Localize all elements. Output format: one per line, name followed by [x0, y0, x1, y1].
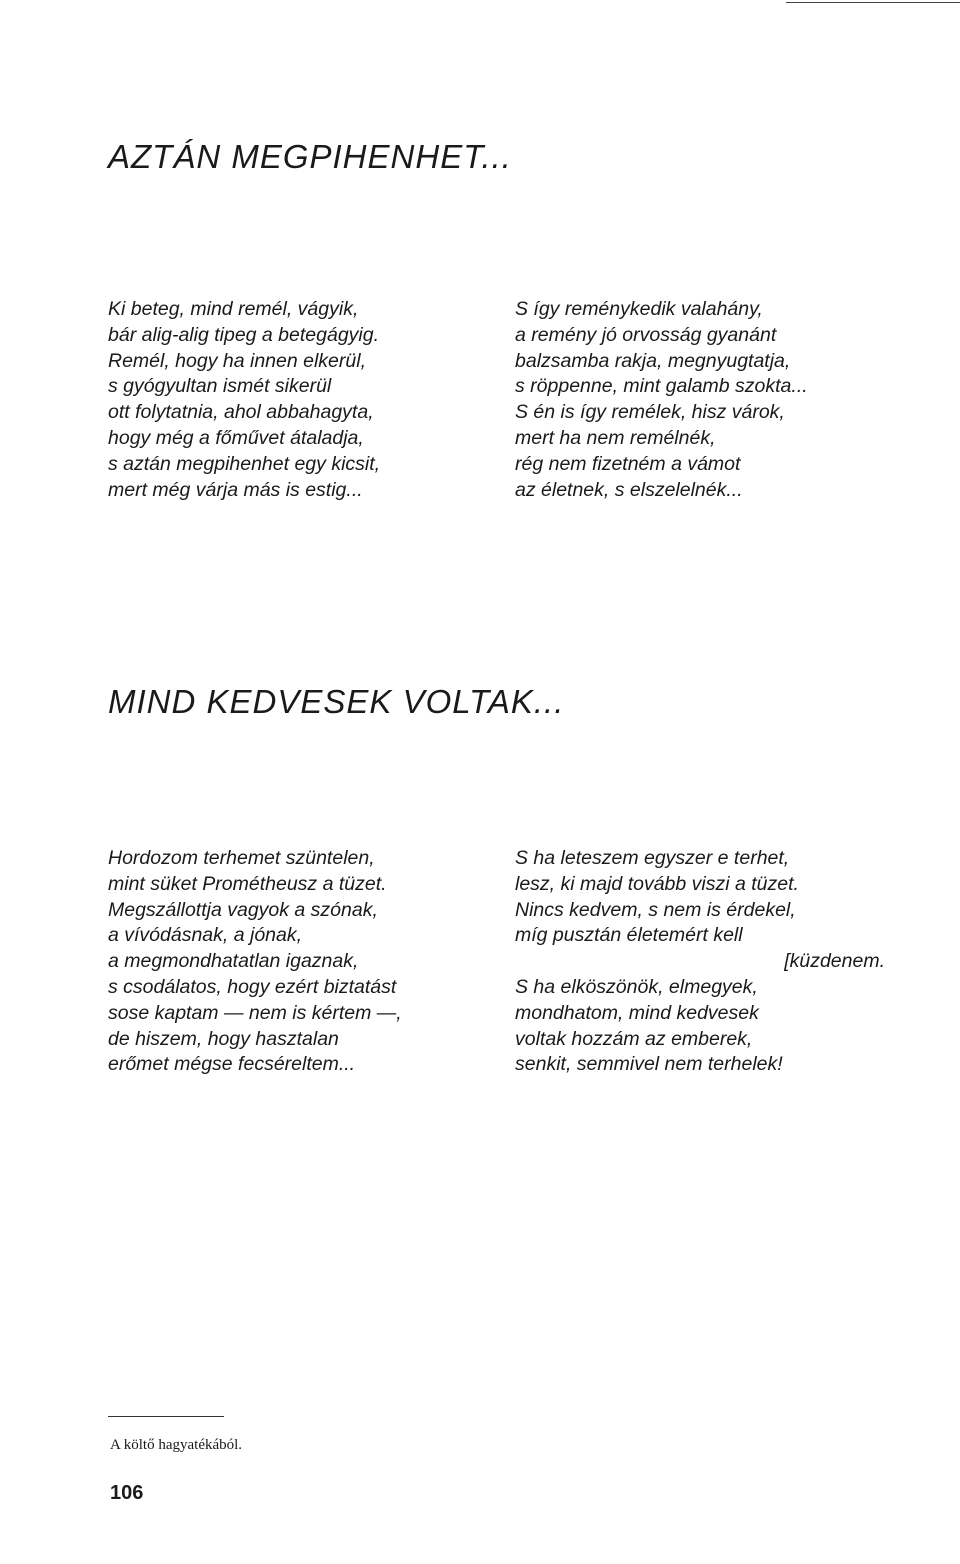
- verse-line: Hordozom terhemet szüntelen,: [108, 847, 375, 869]
- verse-line: hogy még a főművet átaladja,: [108, 426, 364, 449]
- verse-line: S én is így remélek, hisz várok,: [515, 401, 785, 424]
- verse-line: a megmondhatatlan igaznak,: [108, 950, 359, 973]
- poem-2-stanza-left: [108, 846, 402, 1078]
- poem-1-stanza-right: [515, 297, 808, 503]
- verse-line: S ha elköszönök, elmegyek,: [515, 975, 758, 998]
- verse-line: de hiszem, hogy hasztalan: [108, 1027, 339, 1050]
- verse-line: S ha leteszem egyszer e terhet,: [515, 847, 790, 869]
- top-rule: [786, 2, 960, 3]
- verse-line: senkit, semmivel nem terhelek!: [515, 1053, 783, 1076]
- verse-line: erőmet mégse fecséreltem...: [108, 1053, 356, 1076]
- verse-line: voltak hozzám az emberek,: [515, 1027, 753, 1050]
- footnote: A költő hagyatékából.: [110, 1437, 243, 1453]
- verse-line: Megszállottja vagyok a szónak,: [108, 898, 378, 921]
- verse-line: Remél, hogy ha innen elkerül,: [108, 349, 366, 372]
- poem-title-2: MIND KEDVESEK VOLTAK...: [108, 683, 565, 720]
- poem-1-stanza-left: [108, 297, 380, 503]
- verse-line: a remény jó orvosság gyanánt: [515, 323, 777, 346]
- verse-line: mondhatom, mind kedvesek: [515, 1001, 759, 1024]
- poem-2-stanza-right: [515, 846, 885, 1078]
- footnote-rule: [108, 1416, 224, 1417]
- verse-line-continuation: [küzdenem.: [784, 950, 885, 973]
- verse-line: s aztán megpihenhet egy kicsit,: [108, 452, 381, 475]
- verse-line: mint süket Prométheusz a tüzet.: [108, 872, 387, 895]
- verse-line: Ki beteg, mind remél, vágyik,: [108, 298, 359, 320]
- verse-line: míg pusztán életemért kell: [515, 924, 743, 947]
- verse-line: sose kaptam — nem is kértem —,: [108, 1001, 402, 1024]
- verse-line: ott folytatnia, ahol abbahagyta,: [108, 401, 374, 424]
- verse-line: bár alig-alig tipeg a betegágyig.: [108, 323, 380, 346]
- verse-line: mert még várja más is estig...: [108, 478, 363, 501]
- verse-line: rég nem fizetném a vámot: [515, 452, 741, 475]
- verse-line: az életnek, s elszelelnék...: [515, 478, 743, 501]
- verse-line: s röppenne, mint galamb szokta...: [515, 375, 808, 398]
- poem-title-1: AZTÁN MEGPIHENHET...: [108, 138, 512, 175]
- verse-line: a vívódásnak, a jónak,: [108, 924, 303, 947]
- page-number: 106: [110, 1482, 144, 1504]
- verse-line: s csodálatos, hogy ezért biztatást: [108, 975, 397, 998]
- verse-line: lesz, ki majd tovább viszi a tüzet.: [515, 872, 799, 895]
- verse-line: Nincs kedvem, s nem is érdekel,: [515, 898, 796, 921]
- verse-line: mert ha nem remélnék,: [515, 426, 716, 449]
- verse-line: balzsamba rakja, megnyugtatja,: [515, 349, 791, 372]
- verse-line: s gyógyultan ismét sikerül: [108, 375, 332, 398]
- verse-line: S így reménykedik valahány,: [515, 298, 763, 320]
